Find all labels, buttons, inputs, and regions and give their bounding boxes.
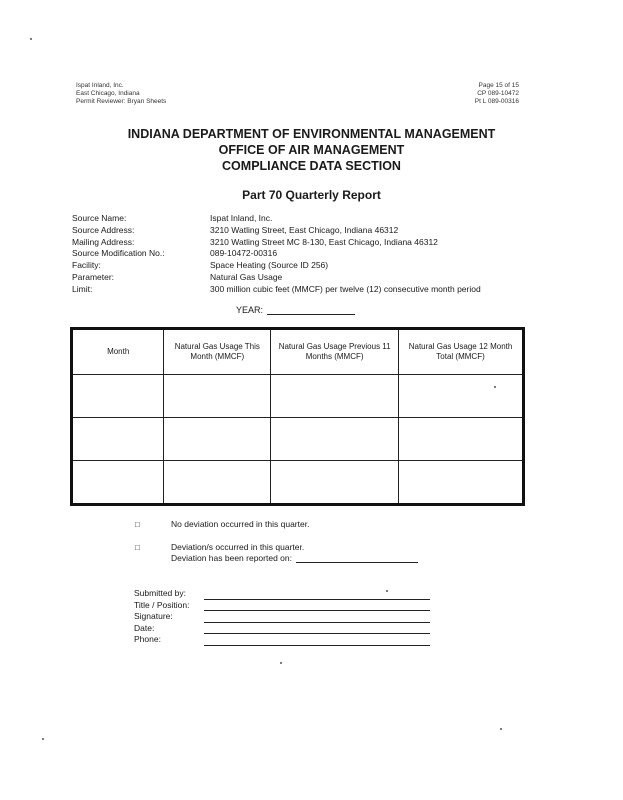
header-right xyxy=(475,82,519,106)
signature-row xyxy=(134,623,430,635)
table-row xyxy=(72,461,524,505)
header-source-location: East Chicago, Indiana xyxy=(76,90,140,97)
info-row xyxy=(72,248,481,260)
column-header-12-month-total: Natural Gas Usage 12 Month Total (MMCF) xyxy=(399,329,524,375)
table-cell[interactable] xyxy=(399,461,524,505)
field-label: Title / Position: xyxy=(134,599,190,610)
option-deviation-occurred[interactable] xyxy=(135,542,305,563)
info-value: 300 million cubic feet (MMCF) per twelve (12) consecutive month period xyxy=(210,283,481,294)
title-position-input-line[interactable] xyxy=(204,601,430,611)
column-header-previous-11-months: Natural Gas Usage Previous 11 Months (MMCF) xyxy=(271,329,399,375)
column-header-this-month: Natural Gas Usage This Month (MMCF) xyxy=(164,329,271,375)
checkbox-icon[interactable]: □ xyxy=(135,520,140,529)
deviation-reported-input-line[interactable] xyxy=(296,562,418,563)
table-cell[interactable] xyxy=(164,418,271,461)
info-value: 089-10472-00316 xyxy=(210,248,278,259)
info-row xyxy=(72,260,481,272)
option-deviation-text: Deviation/s occurred in this quarter. xyxy=(171,542,305,552)
table-cell[interactable] xyxy=(72,461,164,505)
signature-block xyxy=(134,588,430,646)
scan-speck xyxy=(30,38,32,40)
scan-speck xyxy=(42,738,44,740)
option-no-deviation-text: No deviation occurred in this quarter. xyxy=(171,519,310,529)
header-plt-number: Pt L 089-00316 xyxy=(474,98,519,105)
info-row xyxy=(72,284,481,296)
info-value: 3210 Watling Street MC 8-130, East Chicago, Indiana 46312 xyxy=(210,236,438,247)
info-row xyxy=(72,225,481,237)
info-value: Ispat Inland, Inc. xyxy=(210,213,273,223)
info-value: Space Heating (Source ID 256) xyxy=(210,260,329,271)
scan-speck xyxy=(280,662,282,664)
info-label: Mailing Address: xyxy=(72,236,135,247)
info-row xyxy=(72,272,481,284)
scan-speck xyxy=(500,728,502,730)
header-permit-reviewer: Permit Reviewer: Bryan Sheets xyxy=(76,98,167,105)
header-source-name: Ispat Inland, Inc. xyxy=(76,82,124,89)
info-label: Source Name: xyxy=(72,213,127,223)
table-cell[interactable] xyxy=(399,375,524,418)
table-cell[interactable] xyxy=(271,375,399,418)
deviation-reported-label: Deviation has been reported on: xyxy=(171,553,292,563)
signature-row xyxy=(134,611,430,623)
quarterly-usage-table xyxy=(70,327,525,506)
info-row xyxy=(72,213,481,225)
agency-title-line-2: OFFICE OF AIR MANAGEMENT xyxy=(218,143,405,157)
info-row xyxy=(72,237,481,249)
info-label: Limit: xyxy=(72,283,93,294)
table-cell[interactable] xyxy=(399,418,524,461)
header-page-number: Page 15 of 15 xyxy=(478,82,519,89)
source-info xyxy=(72,213,481,296)
agency-title-line-3: COMPLIANCE DATA SECTION xyxy=(222,159,401,173)
field-label: Phone: xyxy=(134,634,161,645)
info-value: Natural Gas Usage xyxy=(210,271,283,282)
table-row xyxy=(72,375,524,418)
info-label: Source Address: xyxy=(72,224,135,235)
info-label: Parameter: xyxy=(72,271,115,282)
report-title: Part 70 Quarterly Report xyxy=(242,188,381,202)
table-cell[interactable] xyxy=(271,418,399,461)
year-field xyxy=(236,305,355,315)
year-input-line[interactable] xyxy=(267,314,355,315)
info-value: 3210 Watling Street, East Chicago, Indiana 46312 xyxy=(210,224,399,235)
table-cell[interactable] xyxy=(72,375,164,418)
table-cell[interactable] xyxy=(271,461,399,505)
table-cell[interactable] xyxy=(164,375,271,418)
field-label: Submitted by: xyxy=(134,588,186,598)
option-no-deviation[interactable] xyxy=(135,519,310,530)
year-label: YEAR: xyxy=(236,305,264,315)
header-cp-number: CP 089-10472 xyxy=(477,90,519,97)
phone-input-line[interactable] xyxy=(204,636,430,646)
checkbox-icon[interactable]: □ xyxy=(135,543,140,552)
signature-row xyxy=(134,634,430,646)
scan-speck xyxy=(494,386,496,388)
option-deviation-text-block xyxy=(171,542,418,564)
table-row xyxy=(72,418,524,461)
field-label: Date: xyxy=(134,622,155,633)
submitted-by-input-line[interactable] xyxy=(204,590,430,600)
agency-title-line-1: INDIANA DEPARTMENT OF ENVIRONMENTAL MANAGEMENT xyxy=(127,127,496,141)
table-header-row xyxy=(72,329,524,375)
agency-title xyxy=(0,126,623,174)
scan-speck xyxy=(386,590,388,592)
table-cell[interactable] xyxy=(164,461,271,505)
column-header-month: Month xyxy=(72,329,164,375)
signature-input-line[interactable] xyxy=(204,613,430,623)
date-input-line[interactable] xyxy=(204,624,430,634)
table-cell[interactable] xyxy=(72,418,164,461)
info-label: Source Modification No.: xyxy=(72,248,165,259)
signature-row xyxy=(134,600,430,612)
header-left xyxy=(76,82,166,106)
field-label: Signature: xyxy=(134,611,173,622)
info-label: Facility: xyxy=(72,260,101,271)
